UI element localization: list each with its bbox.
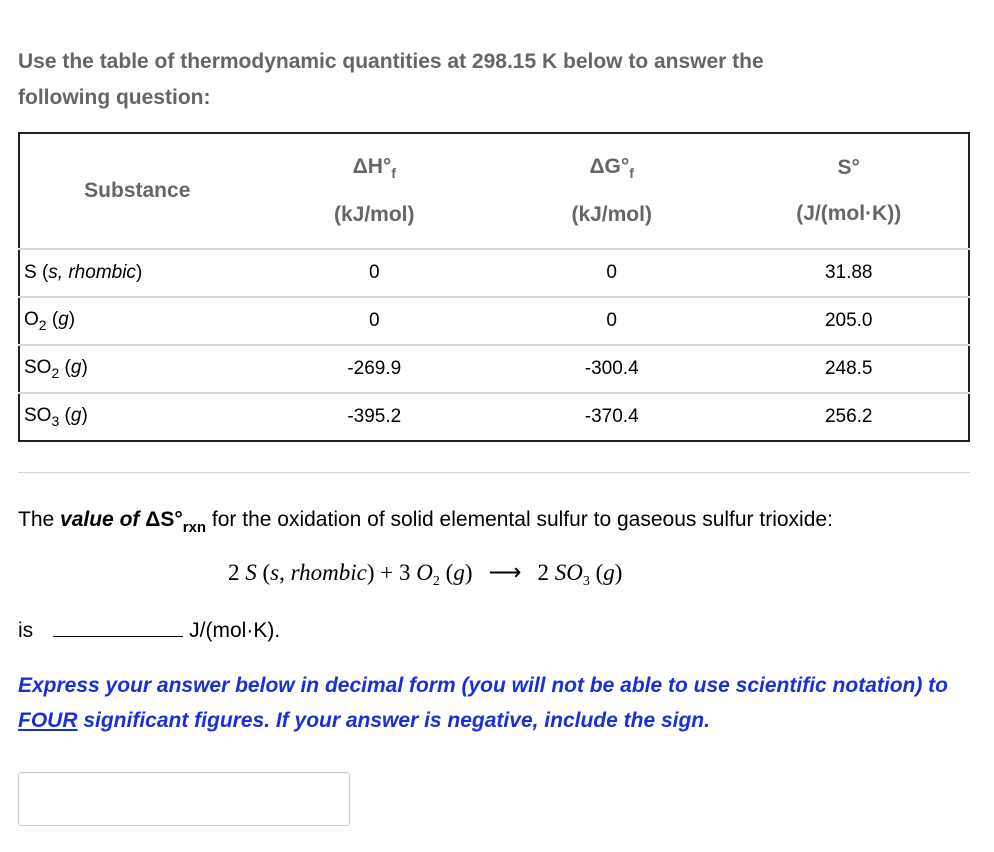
table-row [19,297,969,345]
table-header-row [19,133,969,249]
gibbs-cell: -300.4 [494,345,729,393]
answer-blank [53,618,183,637]
enthalpy-cell: -395.2 [347,406,402,427]
substance-cell: $SO_2$ (g) [19,345,255,393]
entropy-cell: 31.88 [729,249,969,297]
intro-line-1: Use the table of thermodynamic quantities at 298.15 K below to answer the [18,50,764,73]
section-divider [18,472,970,473]
intro-text [18,44,918,116]
substance-cell: S (s, rhombic) [19,249,255,297]
reaction-arrow-icon: ⟶ [488,560,522,585]
gibbs-cell: -370.4 [584,406,639,427]
intro-line-2: following question: [18,86,211,109]
table-row [19,249,969,297]
enthalpy-cell: -269.9 [255,345,494,393]
answer-line: is J/(mol·K). [18,619,281,642]
substance-cell: $SO_3$ (g) [24,405,88,429]
answer-input[interactable] [18,772,350,826]
header-enthalpy: $\Delta H^\circ_f$ (kJ/mol) [255,133,494,249]
question-text: The value of $\Delta S^\circ_{rxn}$ for the oxidation of solid elemental sulfur to gaseous sulfur trioxide: [18,508,833,536]
header-substance: Substance [19,133,255,249]
state-1: (s, rhombic) [256,560,375,585]
gibbs-cell: 0 [494,297,729,345]
instruction-text: Express your answer below in decimal form (you will not be able to use scientific notation) to FOUR significant figures. If your answer is negative, include the sign. [18,674,948,732]
entropy-cell: 205.0 [729,297,969,345]
substance-cell: $O_2$ (g) [19,297,255,345]
entropy-cell: 248.5 [729,345,969,393]
gibbs-cell: 0 [494,249,729,297]
header-entropy: S° (J/(mol·K)) [729,133,969,249]
enthalpy-cell: 0 [255,249,494,297]
entropy-cell: 256.2 [824,406,873,427]
table-row [19,345,969,393]
enthalpy-cell: 0 [255,297,494,345]
reaction-equation: 2 S (s, rhombic) + 3 $O_2$ (g) ⟶ 2 $SO_3$ (g) [228,560,623,589]
table-row [19,393,969,441]
thermodynamic-table [18,132,970,442]
header-gibbs: $\Delta G^\circ_f$ (kJ/mol) [494,133,729,249]
